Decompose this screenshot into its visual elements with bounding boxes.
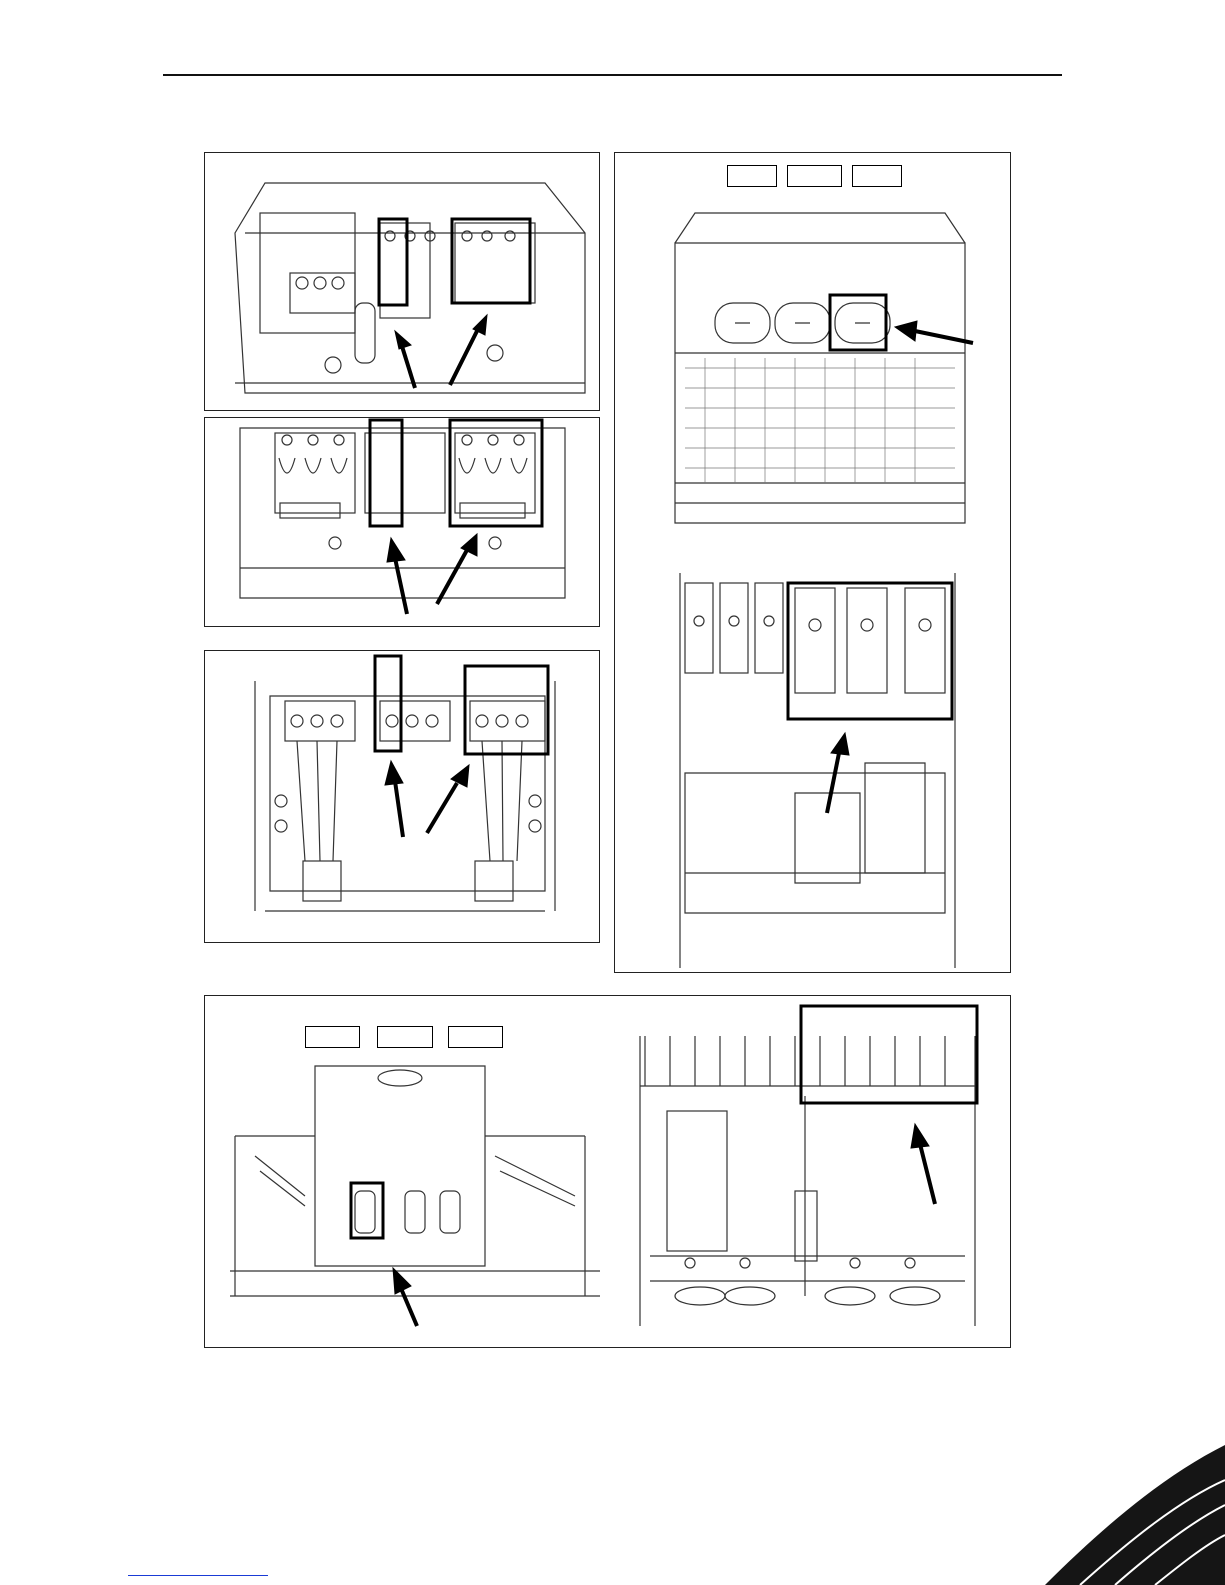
figure-panel-e bbox=[204, 995, 1011, 1348]
corner-swoosh-mark bbox=[905, 1405, 1225, 1585]
terminal-box-illustration-c bbox=[205, 651, 600, 943]
drive-illustration-d bbox=[615, 153, 1011, 973]
footer-link-underline[interactable] bbox=[128, 1575, 268, 1576]
header-rule bbox=[163, 74, 1062, 76]
figure-panel-a bbox=[204, 152, 600, 411]
figure-panel-b bbox=[204, 417, 600, 627]
figure-panel-d bbox=[614, 152, 1011, 973]
figure-panel-c bbox=[204, 650, 600, 943]
terminal-box-illustration-a bbox=[205, 153, 600, 411]
drive-illustration-e bbox=[205, 996, 1011, 1348]
terminal-box-illustration-b bbox=[205, 418, 600, 627]
